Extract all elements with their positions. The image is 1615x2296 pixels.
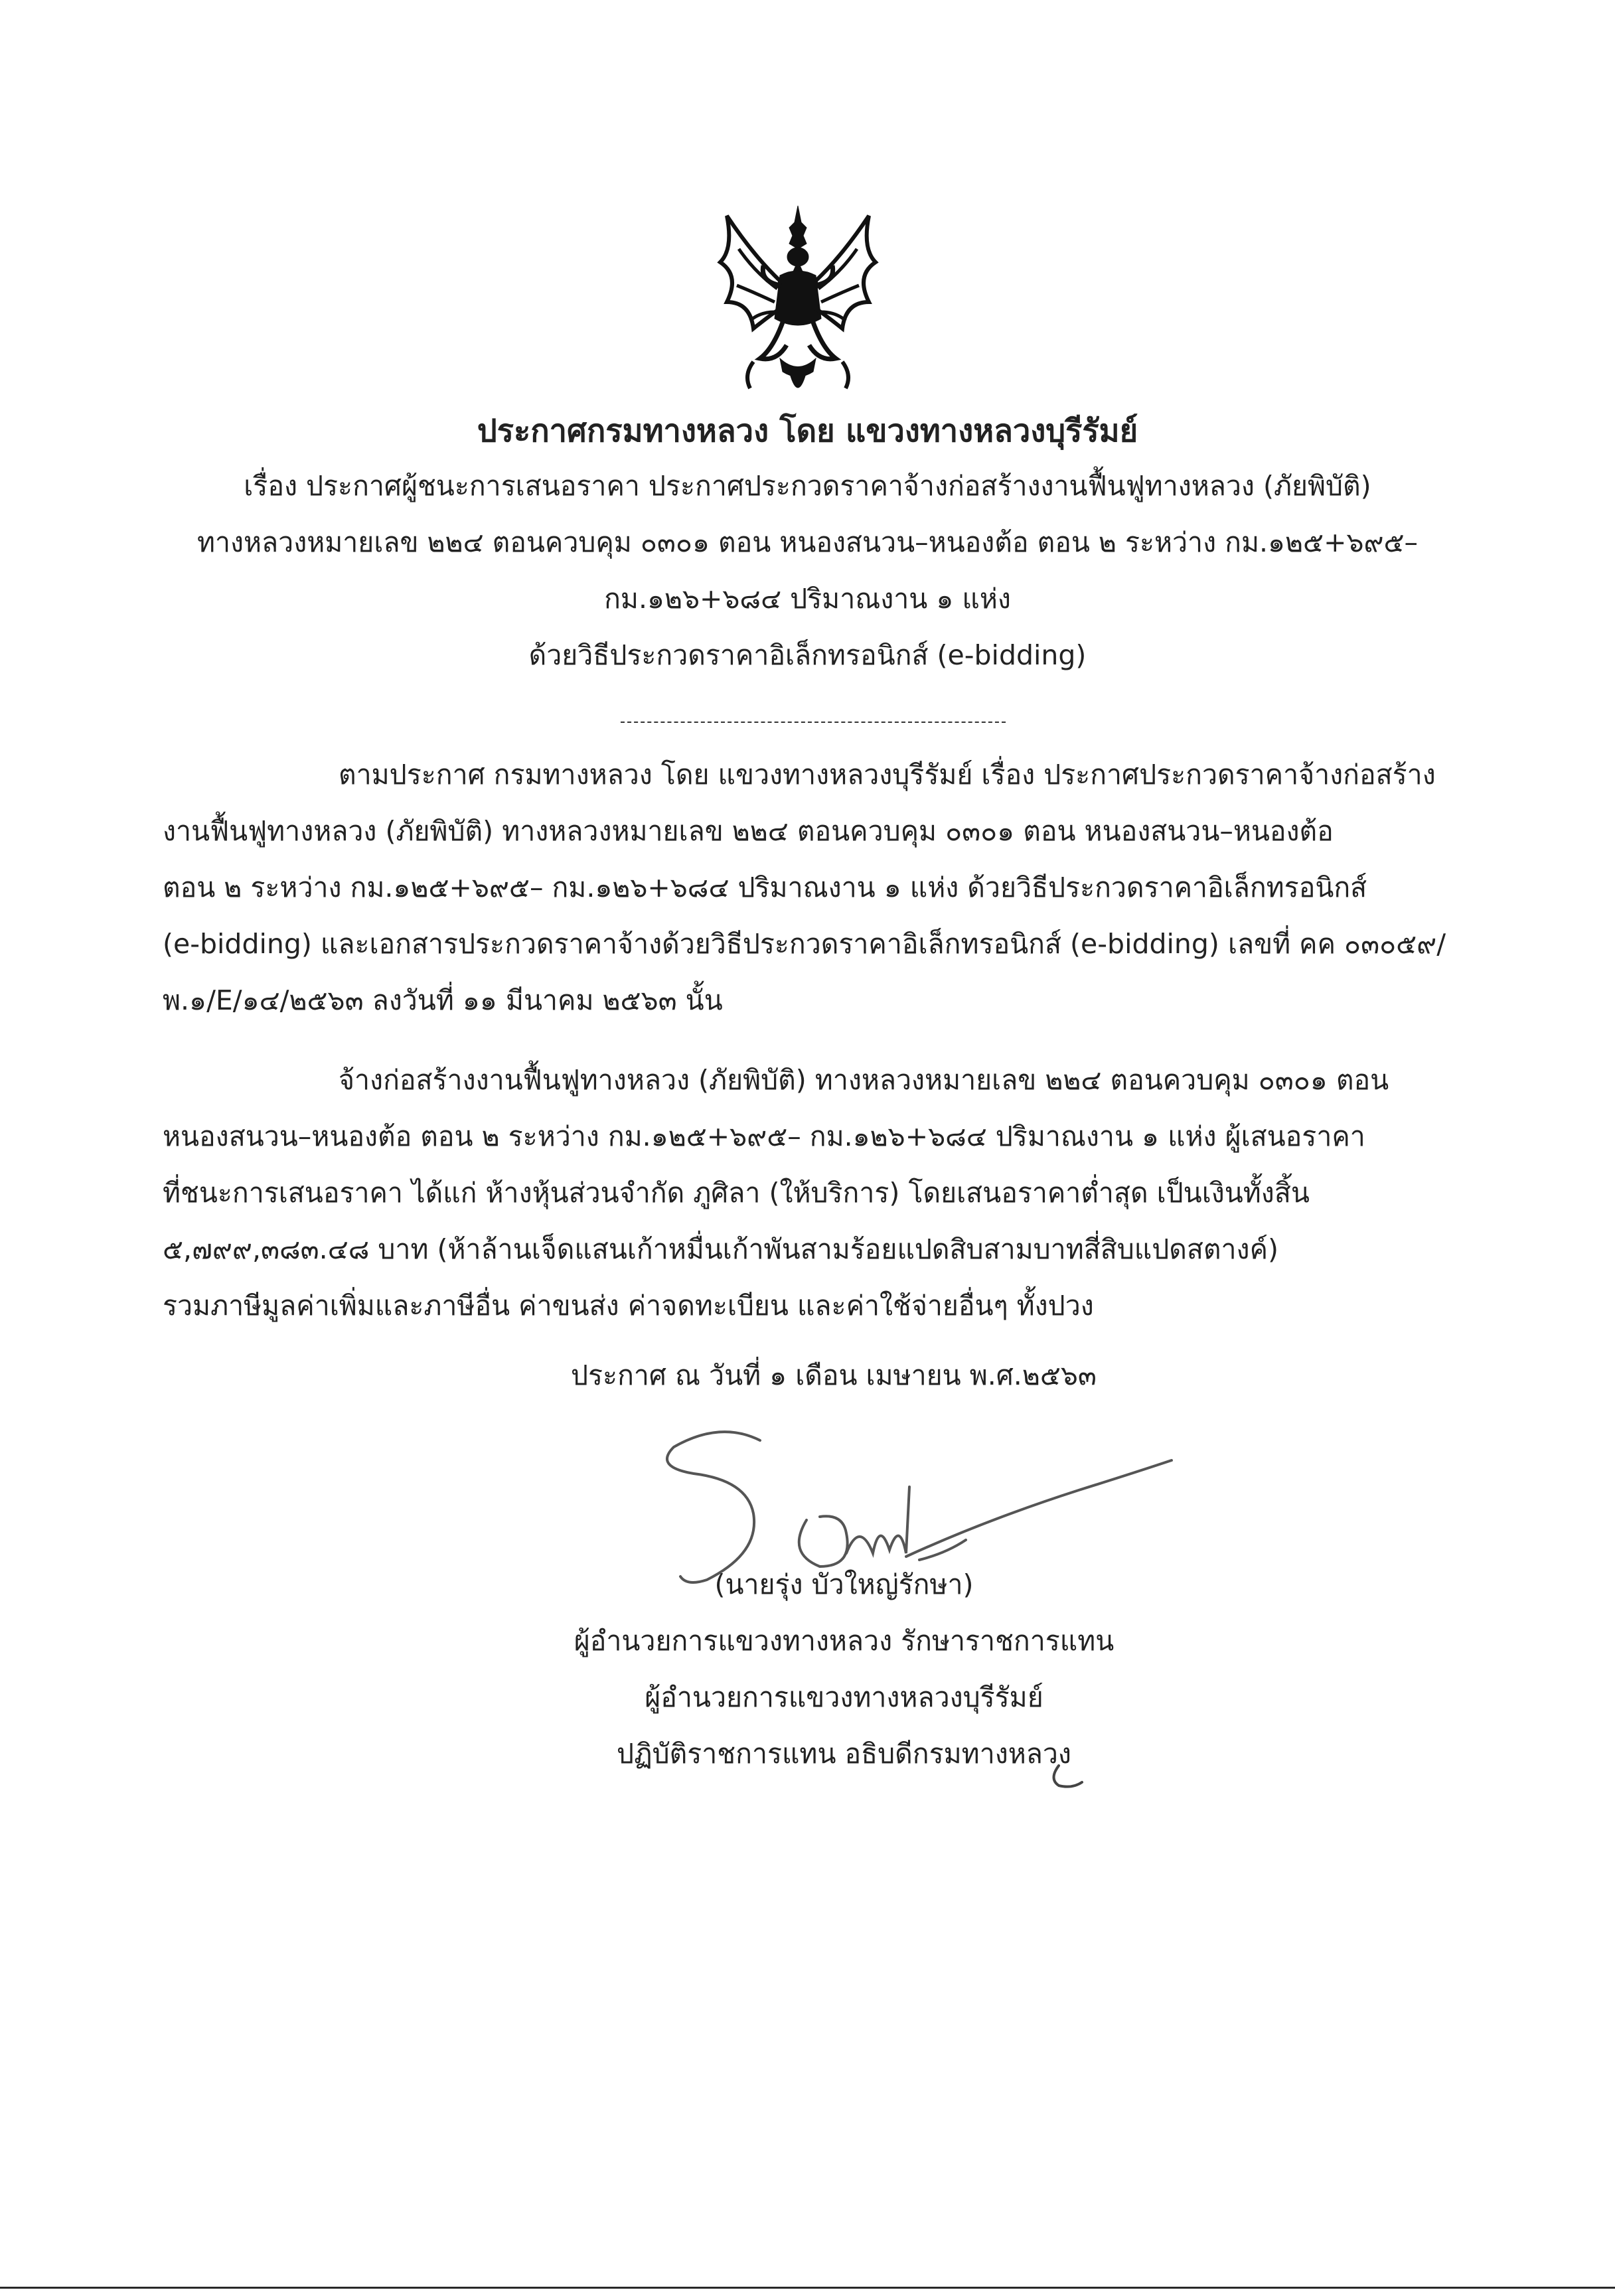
document-title: ประกาศกรมทางหลวง โดย แขวงทางหลวงบุรีรัมย์ <box>477 413 1138 449</box>
subject-line-4: ด้วยวิธีประกวดราคาอิเล็กทรอนิกส์ (e-bidding) <box>528 639 1087 671</box>
paragraph2-line-3: ที่ชนะการเสนอราคา ได้แก่ ห้างหุ้นส่วนจำกัด ภูศิลา (ให้บริการ) โดยเสนอราคาต่ำสุด เป็นเงินทั้งสิ้น <box>163 1177 1310 1209</box>
garuda-emblem-icon <box>714 202 883 402</box>
subject-line-1: เรื่อง ประกาศผู้ชนะการเสนอราคา ประกาศประกวดราคาจ้างก่อสร้างงานฟื้นฟูทางหลวง (ภัยพิบัติ) <box>244 470 1371 502</box>
signatory-name: (นายรุ่ง บัวใหญ่รักษา) <box>714 1569 974 1600</box>
initial-mark <box>1045 1759 1085 1792</box>
paragraph1-line-4: (e-bidding) และเอกสารประกวดราคาจ้างด้วยวิธีประกวดราคาอิเล็กทรอนิกส์ (e-bidding) เลขที่ คค ๐๓๐๕๙/ <box>163 928 1446 960</box>
header-divider <box>621 722 1006 723</box>
announcement-date: ประกาศ ณ วันที่ ๑ เดือน เมษายน พ.ศ.๒๕๖๓ <box>571 1359 1097 1391</box>
scan-edge-line <box>0 2287 1615 2289</box>
paragraph2-line-4: ๕,๗๙๙,๓๘๓.๔๘ บาท (ห้าล้านเจ็ดแสนเก้าหมื่นเก้าพันสามร้อยแปดสิบสามบาทสี่สิบแปดสตางค์) <box>163 1233 1278 1265</box>
subject-line-2: ทางหลวงหมายเลข ๒๒๔ ตอนควบคุม ๐๓๐๑ ตอน หนองสนวน–หนองต้อ ตอน ๒ ระหว่าง กม.๑๒๕+๖๙๕– <box>196 526 1419 558</box>
paragraph2-line-2: หนองสนวน–หนองต้อ ตอน ๒ ระหว่าง กม.๑๒๕+๖๙๕– กม.๑๒๖+๖๘๔ ปริมาณงาน ๑ แห่ง ผู้เสนอราคา <box>163 1120 1365 1152</box>
signatory-position-2: ผู้อำนวยการแขวงทางหลวงบุรีรัมย์ <box>645 1681 1043 1713</box>
paragraph1-line-2: งานฟื้นฟูทางหลวง (ภัยพิบัติ) ทางหลวงหมายเลข ๒๒๔ ตอนควบคุม ๐๓๐๑ ตอน หนองสนวน–หนองต้อ <box>163 815 1334 847</box>
paragraph2-line-5: รวมภาษีมูลค่าเพิ่มและภาษีอื่น ค่าขนส่ง ค่าจดทะเบียน และค่าใช้จ่ายอื่นๆ ทั้งปวง <box>163 1290 1094 1322</box>
signatory-position-3: ปฏิบัติราชการแทน อธิบดีกรมทางหลวง <box>617 1738 1071 1770</box>
paragraph1-line-5: พ.๑/E/๑๔/๒๕๖๓ ลงวันที่ ๑๑ มีนาคม ๒๕๖๓ นั้น <box>163 984 723 1016</box>
signatory-position-1: ผู้อำนวยการแขวงทางหลวง รักษาราชการแทน <box>574 1625 1115 1657</box>
paragraph1-line-1: ตามประกาศ กรมทางหลวง โดย แขวงทางหลวงบุรีรัมย์ เรื่อง ประกาศประกวดราคาจ้างก่อสร้าง <box>339 759 1436 791</box>
subject-line-3: กม.๑๒๖+๖๘๔ ปริมาณงาน ๑ แห่ง <box>604 583 1011 615</box>
paragraph1-line-3: ตอน ๒ ระหว่าง กม.๑๒๕+๖๙๕– กม.๑๒๖+๖๘๔ ปริมาณงาน ๑ แห่ง ด้วยวิธีประกวดราคาอิเล็กทรอนิกส์ <box>163 872 1367 903</box>
paragraph2-line-1: จ้างก่อสร้างงานฟื้นฟูทางหลวง (ภัยพิบัติ) ทางหลวงหมายเลข ๒๒๔ ตอนควบคุม ๐๓๐๑ ตอน <box>339 1064 1389 1096</box>
